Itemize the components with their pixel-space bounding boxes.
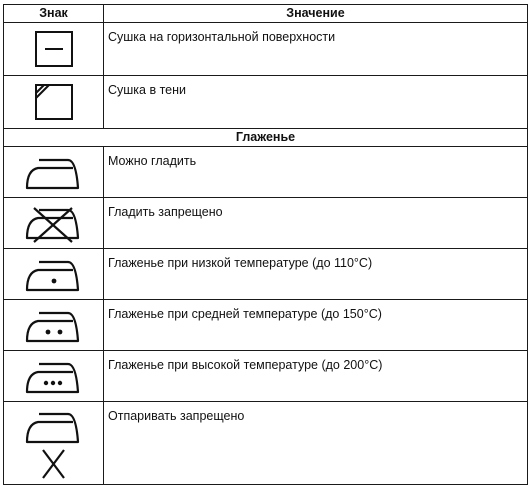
section-title: Глаженье — [4, 129, 528, 147]
table-row — [4, 402, 528, 485]
do-not-iron-icon — [24, 202, 84, 244]
symbol-cell — [4, 198, 104, 249]
symbol-cell — [4, 23, 104, 76]
iron-high-icon — [24, 356, 84, 396]
meaning-cell: Сушка на горизонтальной поверхности — [104, 23, 528, 76]
section-row — [4, 129, 528, 147]
meaning-cell: Глаженье при низкой температуре (до 110°С) — [104, 249, 528, 300]
symbol-cell — [4, 76, 104, 129]
meaning-cell: Отпаривать запрещено — [104, 402, 528, 485]
symbol-cell — [4, 402, 104, 485]
table-row — [4, 23, 528, 76]
iron-low-icon — [24, 254, 84, 294]
meaning-cell: Глаженье при средней температуре (до 150°С) — [104, 300, 528, 351]
iron-medium-icon — [24, 305, 84, 345]
meaning-cell: Гладить запрещено — [104, 198, 528, 249]
meaning-cell: Глаженье при высокой температуре (до 200°С) — [104, 351, 528, 402]
meaning-cell: Сушка в тени — [104, 76, 528, 129]
table-row — [4, 249, 528, 300]
symbol-cell — [4, 300, 104, 351]
table-row — [4, 351, 528, 402]
header-row — [4, 5, 528, 23]
meaning-cell: Можно гладить — [104, 147, 528, 198]
table-row — [4, 300, 528, 351]
table-row — [4, 76, 528, 129]
no-steam-icon — [24, 406, 84, 480]
table-row — [4, 198, 528, 249]
table-row — [4, 147, 528, 198]
header-meaning: Значение — [104, 5, 528, 23]
header-symbol: Знак — [4, 5, 104, 23]
symbol-cell — [4, 249, 104, 300]
symbol-cell — [4, 147, 104, 198]
flat-dry-icon — [34, 30, 74, 68]
symbol-cell — [4, 351, 104, 402]
care-symbols-table — [3, 4, 528, 485]
shade-dry-icon — [34, 83, 74, 121]
iron-icon — [24, 152, 84, 192]
